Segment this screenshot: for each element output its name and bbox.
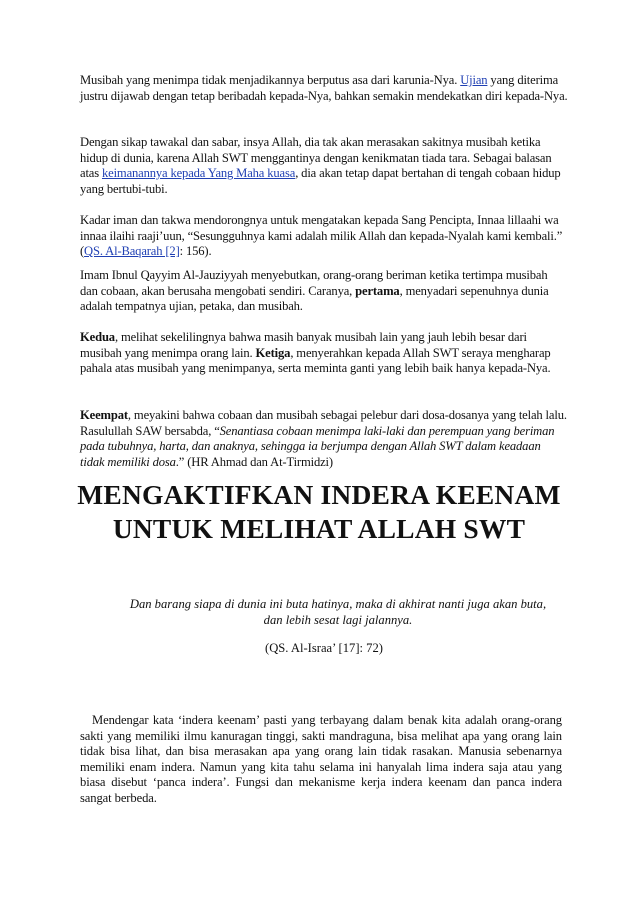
bold-pertama: pertama	[355, 283, 400, 298]
link-ujian[interactable]: Ujian	[460, 73, 488, 87]
section-heading	[60, 478, 578, 546]
paragraph-text: yang diterima justru dijawab dengan tetap beribadah kepada-Nya, bahkan semakin mendekatkan diri kepada-Nya.	[80, 73, 568, 103]
link-keimanan[interactable]: keimanannya kepada Yang Maha kuasa	[101, 166, 296, 180]
bold-ketiga: Ketiga	[255, 345, 291, 360]
paragraph-text: , meyakini bahwa cobaan dan musibah sebagai pelebur dari dosa-dosanya yang telah lalu. Rasulullah SAW bersabda, “	[80, 408, 567, 438]
quran-quote	[100, 597, 576, 628]
heading-line-2: UNTUK MELIHAT ALLAH SWT	[112, 513, 526, 544]
bold-kedua: Kedua	[80, 330, 115, 344]
quote-source: (QS. Al-Israa’ [17]: 72)	[265, 641, 383, 655]
paragraph-text: , dia akan tetap dapat bertahan di tengah cobaan hidup yang bertubi-tubi.	[80, 166, 561, 196]
paragraph-text: , menyerahkan kepada Allah SWT seraya mengharap pahala atas musibah yang menimpanya, serta meminta ganti yang lebih baik hanya kepada-Nya.	[80, 345, 551, 375]
heading-line-1: MENGAKTIFKAN INDERA KEENAM	[77, 479, 561, 510]
paragraph-1	[80, 73, 568, 104]
paragraph-text: Kadar iman dan takwa mendorongnya untuk mengatakan kepada Sang Pencipta, Innaa lillaahi wa innaa ilaihi raaji’uun, “Sesungguhnya kami adalah milik Allah dan kepada-Nyalah kami kembali.” (	[80, 213, 563, 258]
link-al-baqarah[interactable]: QS. Al-Baqarah [2]	[84, 244, 180, 258]
paragraph-2	[80, 135, 568, 197]
paragraph-text: , melihat sekelilingnya bahwa masih banyak musibah lain yang jauh lebih besar dari musibah yang menimpa orang lain.	[80, 330, 527, 360]
paragraph-text: Mendengar kata ‘indera keenam’ pasti yang terbayang dalam benak kita adalah orang-orang sakti yang memiliki ilmu kanuragan tinggi, sakti mandraguna, bisa melihat apa yang orang lain tidak bisa lihat, dan bisa merasakan apa yang orang lain tidak rasakan. Manusia sebenarnya memiliki enam indera. Namun yang kita tahu selama ini hanyalah lima indera saja atau yang biasa disebut ‘panca indera’. Fungsi dan mekanisme kerja indera keenam dan panca indera sangat berbeda.	[80, 713, 562, 805]
paragraph-7	[80, 713, 562, 806]
paragraph-4	[80, 268, 568, 315]
paragraph-text: Dengan sikap tawakal dan sabar, insya Allah, dia tak akan merasakan sakitnya musibah ketika hidup di dunia, karena Allah SWT menggantinya dengan kenikmatan tiada tara. Sebagai balasan atas	[80, 135, 552, 180]
paragraph-text: : 156).	[179, 244, 212, 258]
quote-line-2: dan lebih sesat lagi jalannya.	[263, 612, 413, 627]
hadith-quote: Senantiasa cobaan menimpa laki-laki dan perempuan yang beriman pada tubuhnya, harta, dan anaknya, sehingga ia berjumpa dengan Allah SWT dalam keadaan tidak memiliki dosa	[80, 423, 555, 469]
quote-line-1: Dan barang siapa di dunia ini buta hatinya, maka di akhirat nanti juga akan buta,	[129, 597, 547, 611]
paragraph-text: , menyadari sepenuhnya dunia adalah tempatnya ujian, petaka, dan musibah.	[80, 283, 549, 313]
paragraph-5	[80, 330, 568, 377]
paragraph-text: Musibah yang menimpa tidak menjadikannya berputus asa dari karunia-Nya.	[80, 73, 461, 87]
bold-keempat: Keempat	[80, 408, 128, 422]
paragraph-text: Imam Ibnul Qayyim Al-Jauziyyah menyebutkan, orang-orang beriman ketika tertimpa musibah dan cobaan, akan berusaha mengobati sendiri. Caranya,	[80, 268, 548, 298]
paragraph-text: .” (HR Ahmad dan At-Tirmidzi)	[175, 454, 333, 469]
paragraph-6	[80, 408, 568, 470]
paragraph-3	[80, 213, 568, 260]
